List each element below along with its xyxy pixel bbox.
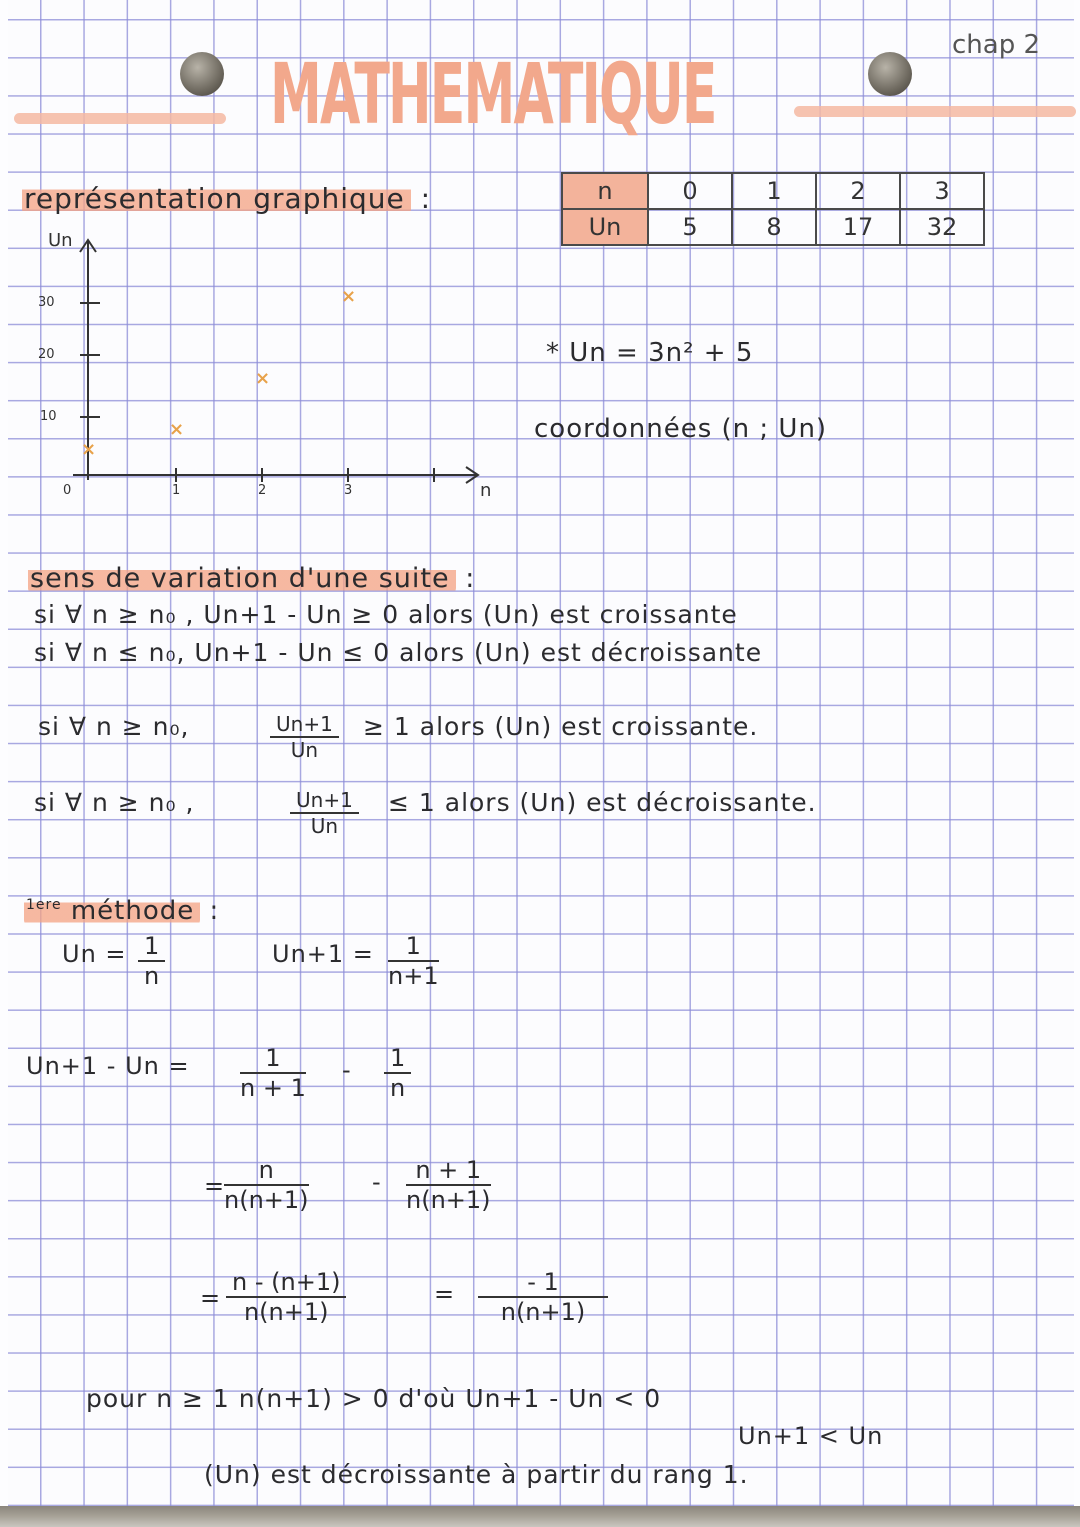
ratio-rule-prefix: si ∀ n ≥ n₀, [38,712,190,741]
x-tick: 1 [172,483,181,498]
variation-rule: si ∀ n ≤ n₀, Un+1 - Un ≤ 0 alors (Un) est décroissante [34,638,763,667]
conclusion-line: pour n ≥ 1 n(n+1) > 0 d'où Un+1 - Un < 0 [86,1384,662,1413]
un1-definition-fraction: $\frac{1}{n+1}$ [388,932,439,990]
row-header-n: n [562,173,648,209]
ratio-fraction: $\frac{Un+1}{Un}$ [270,712,339,762]
x-axis-label: n [480,480,492,501]
title-underline-left [14,113,226,124]
table-cell: 1 [732,173,816,209]
x-tick: 2 [258,483,267,498]
method-heading: $^{1ere}$ méthode : [26,896,220,926]
formula-line [546,338,753,368]
data-point-marker: × [341,286,357,307]
chart-axes [38,230,518,520]
title-underline-right [794,106,1076,117]
graph-heading: représentation graphique : [24,182,432,215]
ratio-rule-suffix: ≤ 1 alors (Un) est décroissante. [388,788,817,817]
minus-operator: - [372,1168,382,1196]
chapter-label: chap 2 [952,30,1041,60]
x-tick: 3 [344,483,353,498]
equals-sign: = [434,1280,456,1308]
equals-sign: = [200,1284,222,1312]
variation-rule: si ∀ n ≥ n₀ , Un+1 - Un ≥ 0 alors (Un) est croissante [34,600,738,629]
scatter-chart [38,230,518,520]
minus-operator: - [342,1056,352,1084]
step2-fraction-2: $\frac{n + 1}{n(n+1)}$ [406,1156,491,1214]
data-point-marker: × [81,439,97,460]
difference-lhs: Un+1 - Un = [26,1052,190,1080]
values-table [561,172,985,246]
page-title: MATHEMATIQUE [270,45,716,143]
table-cell: 17 [816,209,900,245]
step3-fraction-1: $\frac{n - (n+1)}{n(n+1)}$ [226,1268,346,1326]
notebook-page [8,0,1074,1506]
step2-fraction-1: $\frac{n}{n(n+1)}$ [224,1156,309,1214]
table-row-un [562,209,984,245]
variation-heading: sens de variation d'une suite : [30,563,476,594]
equals-sign: = [204,1172,226,1200]
ratio-rule-suffix: ≥ 1 alors (Un) est croissante. [363,712,759,741]
table-cell: 5 [648,209,732,245]
binder-hole-left [180,52,224,96]
un1-definition-lhs: Un+1 = [272,940,374,968]
y-axis-label: Un [48,230,73,251]
table-cell: 2 [816,173,900,209]
step3-fraction-2: $\frac{- 1}{n(n+1)}$ [478,1268,608,1326]
data-point-marker: × [255,368,271,389]
y-tick: 10 [40,409,57,424]
bullet-icon: * [546,338,560,368]
ratio-rule-prefix: si ∀ n ≥ n₀ , [34,788,195,817]
table-cell: 3 [900,173,984,209]
x-tick: 0 [63,483,72,498]
table-cell: 8 [732,209,816,245]
y-tick: 20 [38,347,55,362]
difference-fraction-2: $\frac{1}{n}$ [384,1044,411,1102]
un-definition-fraction: $\frac{1}{n}$ [138,932,165,990]
un-definition-lhs: Un = [62,940,127,968]
difference-fraction-1: $\frac{1}{n + 1}$ [240,1044,306,1102]
conclusion-final: (Un) est décroissante à partir du rang 1. [204,1460,749,1489]
y-tick: 30 [38,295,55,310]
desk-surface [0,1506,1080,1527]
coordinates-text: coordonnées (n ; Un) [534,414,828,444]
table-row-n [562,173,984,209]
table-cell: 0 [648,173,732,209]
data-point-marker: × [169,419,185,440]
formula-text: Un = 3n² + 5 [569,338,754,368]
row-header-un: Un [562,209,648,245]
conclusion-inequality: Un+1 < Un [738,1422,884,1450]
ratio-fraction: $\frac{Un+1}{Un}$ [290,788,359,838]
binder-hole-right [868,52,912,96]
table-cell: 32 [900,209,984,245]
